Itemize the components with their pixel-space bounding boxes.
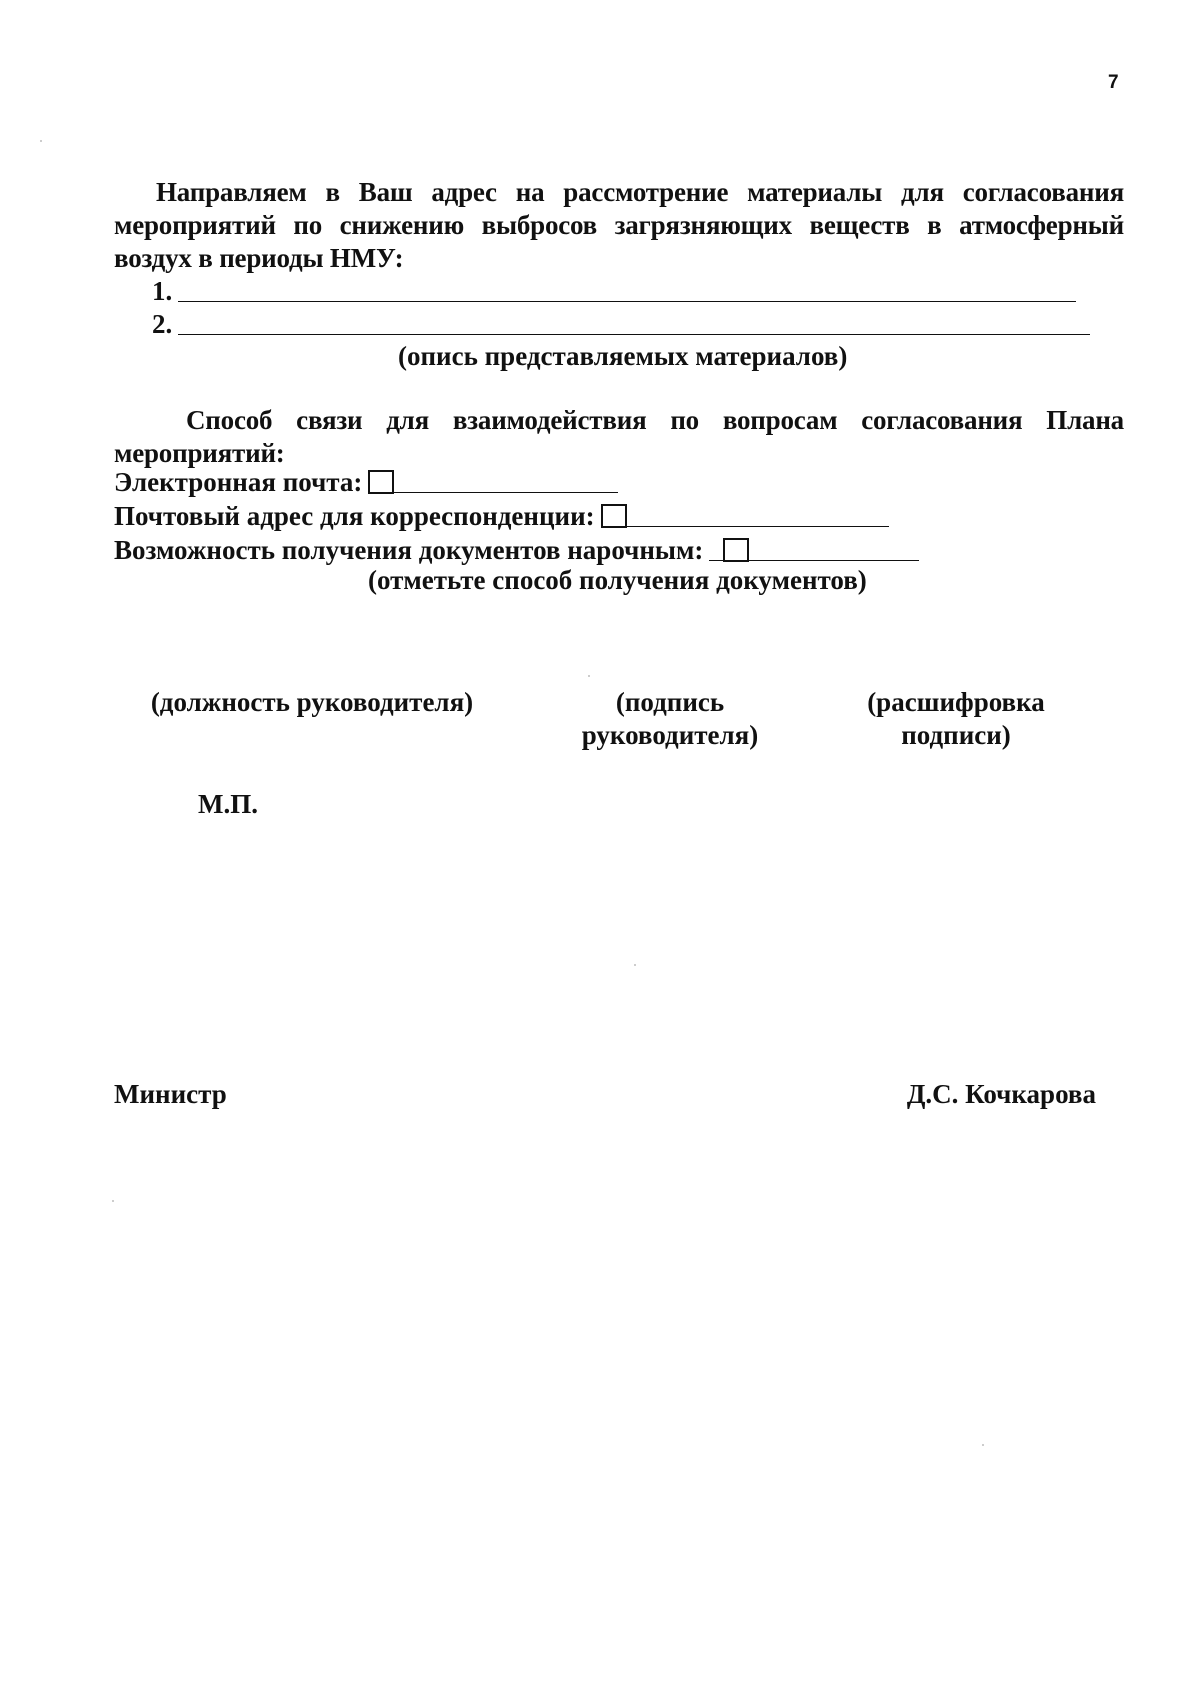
- method-caption: (отметьте способ получения документов): [368, 565, 867, 595]
- courier-checkbox[interactable]: [723, 538, 749, 562]
- list-item-number: 1.: [152, 276, 173, 306]
- contact-option-post: [114, 500, 889, 533]
- email-blank-line[interactable]: [392, 468, 618, 493]
- post-address-blank-line[interactable]: [625, 502, 889, 527]
- page-number: 7: [1108, 72, 1119, 93]
- contact-option-email: [114, 466, 618, 499]
- contact-intro-paragraph: Способ связи для взаимодействия по вопросам согласования Плана мероприятий:: [114, 405, 1124, 468]
- signer-title: Министр: [114, 1079, 227, 1109]
- contact-option-label: Электронная почта:: [114, 467, 363, 497]
- signature-caption: (подпись руководителя): [581, 687, 759, 750]
- contact-option-label: Возможность получения документов нарочным:: [114, 535, 704, 565]
- post-address-checkbox[interactable]: [601, 504, 627, 528]
- list-item-number: 2.: [152, 309, 173, 339]
- scan-speck: [634, 964, 636, 966]
- scan-speck: [112, 1200, 114, 1202]
- contact-option-courier: [114, 534, 919, 567]
- materials-list-item-1: [152, 275, 1076, 308]
- scan-speck: [982, 1444, 984, 1446]
- materials-item-2-blank-line[interactable]: [178, 310, 1090, 335]
- email-checkbox[interactable]: [368, 470, 394, 494]
- scan-speck: [40, 140, 42, 142]
- position-caption: (должность руководителя): [150, 687, 474, 717]
- stamp-place-label: М.П.: [198, 789, 258, 819]
- materials-intro-paragraph: Направляем в Ваш адрес на рассмотрение материалы для согласования мероприятий по снижению выбросов загрязняющих веществ в атмосферный воздух в периоды НМУ:: [114, 177, 1124, 273]
- scan-speck: [588, 675, 590, 677]
- courier-blank-line[interactable]: [747, 536, 919, 561]
- signature-decoding-caption: (расшифровка подписи): [867, 687, 1045, 750]
- materials-item-1-blank-line[interactable]: [178, 277, 1076, 302]
- courier-pre-line: [709, 536, 723, 561]
- contact-option-label: Почтовый адрес для корреспонденции:: [114, 501, 595, 531]
- signer-name: Д.С. Кочкарова: [906, 1079, 1096, 1109]
- materials-list-item-2: [152, 308, 1090, 341]
- materials-caption: (опись представляемых материалов): [398, 341, 848, 371]
